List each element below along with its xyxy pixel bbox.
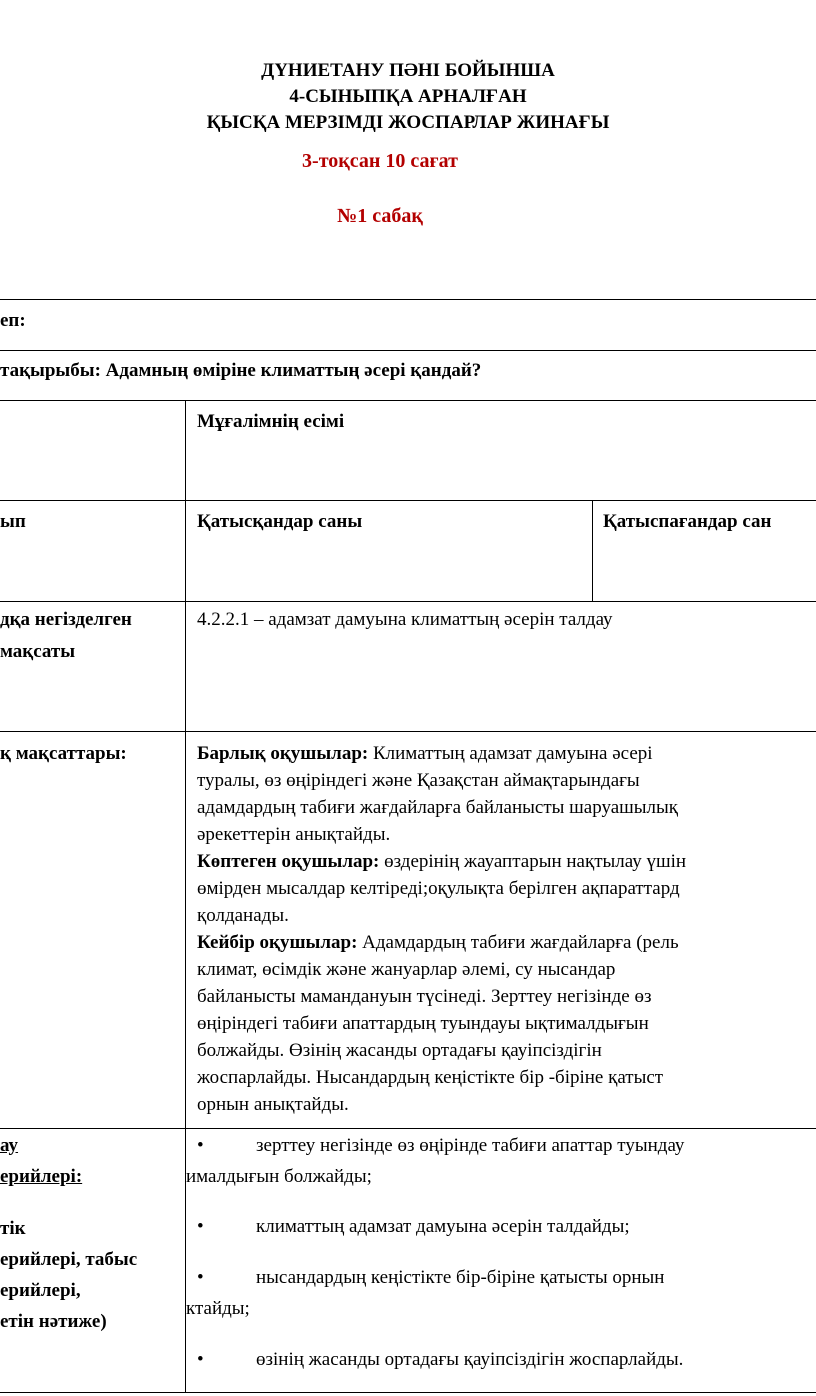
goal-text: Адамдардың табиғи жағдайларға (рель [357,932,679,953]
column-divider [592,500,593,601]
goal-line [197,740,653,767]
criteria-label-line: ерийлері, табыс [0,1249,138,1270]
all-students-title: Барлық оқушылар: [197,743,369,764]
bullet: • [197,1216,204,1237]
criteria-label-line: ау [0,1135,19,1156]
row-divider [0,1128,816,1129]
goal-line: жоспарлайды. Нысандардың кеңістікте бір -біріне қатыст [197,1067,664,1088]
goal-line: климат, өсімдік және жануарлар әлемі, су нысандар [197,959,616,980]
objective-label-line: мақсаты [0,641,76,662]
goal-line: әрекеттерін анықтайды. [197,824,391,845]
row-label: еп: [0,310,26,331]
goal-line: туралы, өз өңіріндегі және Қазақстан аймақтарындағы [197,770,640,791]
goal-line: өңіріндегі табиғи апаттардың туындауы ықтималдығын [197,1013,649,1034]
goal-line: өмірден мысалдар келтіреді;оқулықта берілген ақпараттард [197,878,680,899]
header-line-1: ДҮНИЕТАНУ ПӘНІ БОЙЫНША [261,60,555,81]
bullet: • [197,1135,204,1156]
criteria-item: нысандардың кеңістікте бір-біріне қатысты орнын [256,1267,665,1288]
criteria-label-line: етін нәтиже) [0,1311,107,1332]
some-students-title: Кейбір оқушылар: [197,932,358,953]
criteria-item: өзінің жасанды ортадағы қауіпсіздігін жоспарлайды. [256,1349,684,1370]
learning-objective: 4.2.2.1 – адамзат дамуына климаттың әсерін талдау [197,609,613,630]
term-label: 3-тоқсан 10 сағат [302,150,458,172]
class-label: ып [0,511,26,532]
goal-line: адамдардың табиғи жағдайларға байланысты шаруашылық [197,797,679,818]
absent-count-label: Қатыспағандар сан [603,511,772,532]
goal-text: Климаттың адамзат дамуына әсері [368,743,653,764]
criteria-label-line: тік [0,1218,26,1239]
bullet: • [197,1267,204,1288]
header-line-2: 4-СЫНЫПҚА АРНАЛҒАН [289,86,527,107]
row-divider [0,299,816,300]
document-header [0,58,816,136]
header-line-3: ҚЫСҚА МЕРЗІМДІ ЖОСПАРЛАР ЖИНАҒЫ [206,112,610,133]
goal-text: өздерінің жауаптарын нақтылау үшін [379,851,687,872]
criteria-item: ималдығын болжайды; [186,1166,372,1187]
teacher-name-label: Мұғалімнің есімі [197,411,345,432]
criteria-label-line: ерийлері: [0,1166,83,1187]
criteria-item: ктайды; [186,1298,250,1319]
present-count-label: Қатысқандар саны [197,511,363,532]
criteria-item: зерттеу негізінде өз өңірінде табиғи апаттар туындау [256,1135,685,1156]
lesson-topic: тақырыбы: Адамның өміріне климаттың әсері қандай? [0,360,482,381]
objective-label-line: дқа негізделген [0,609,132,630]
criteria-item: климаттың адамзат дамуына әсерін талдайды; [256,1216,630,1237]
lesson-number: №1 сабақ [337,205,423,227]
row-divider [0,1392,816,1393]
criteria-label-line: ерийлері, [0,1280,81,1301]
many-students-title: Көптеген оқушылар: [197,851,380,872]
goal-line [197,848,686,875]
goal-line: байланысты мамандануын түсінеді. Зерттеу негізінде өз [197,986,652,1007]
bullet: • [197,1349,204,1370]
row-divider [0,350,816,351]
column-divider [185,400,186,1392]
row-divider [0,601,816,602]
goal-line: орнын анықтайды. [197,1094,349,1115]
row-divider [0,500,816,501]
goal-line: қолданады. [197,905,289,926]
goal-line [197,929,679,956]
lesson-goals-label: қ мақсаттары: [0,743,127,764]
row-divider [0,731,816,732]
row-divider [0,400,816,401]
goal-line: болжайды. Өзінің жасанды ортадағы қауіпсіздігін [197,1040,602,1061]
